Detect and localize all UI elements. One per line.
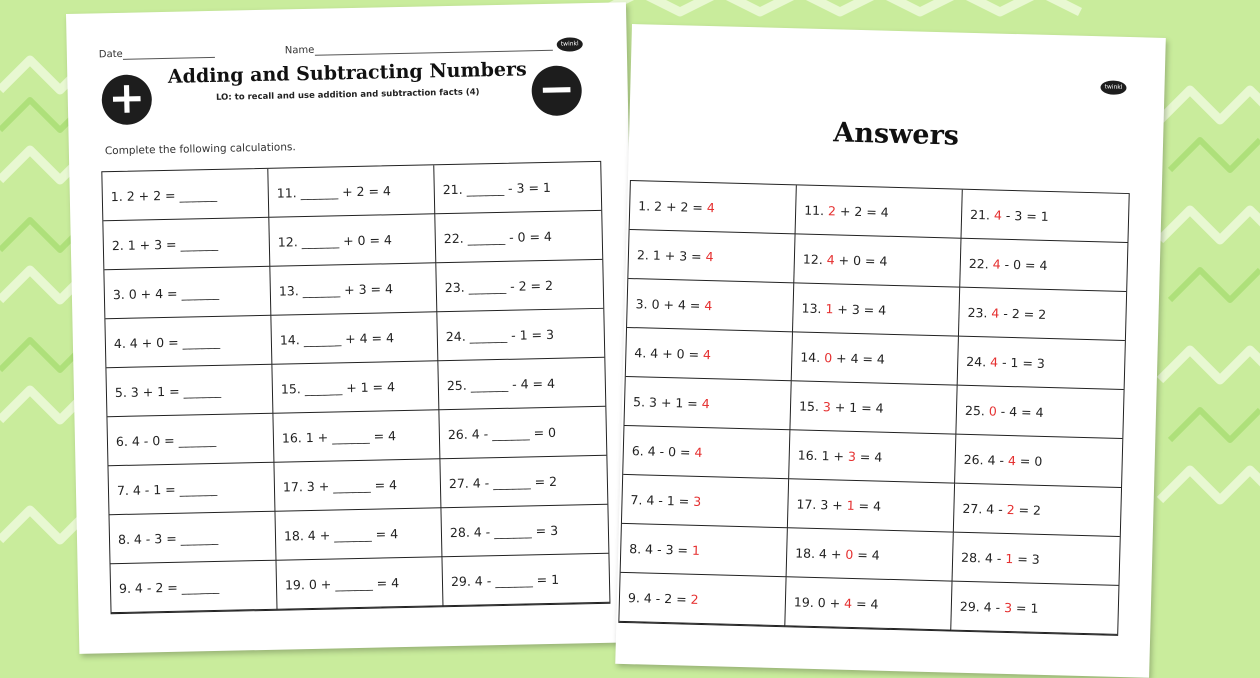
question-text: 9. 4 - 2 = [118,579,182,596]
question-text: 11. [276,184,301,201]
question-text: 7. 4 - 1 = [116,481,180,498]
answer-blank[interactable]: ______ [181,284,220,301]
answer-equation-text: 26. 4 - [963,451,1009,468]
answer-cell [796,185,963,238]
answer-blank[interactable]: ______ [300,183,339,200]
answer-value: 4 [991,305,1000,321]
question-cell [437,309,604,361]
answer-value: 4 [704,297,713,313]
answer-cell [790,381,957,434]
question-text: = 4 [372,574,400,591]
question-text: 2. 1 + 3 = [111,236,181,253]
question-text: + 4 = 4 [341,329,395,346]
question-cell [275,508,442,560]
answer-cell [793,283,960,336]
answer-blank[interactable]: ______ [303,330,342,347]
answer-value: 4 [843,595,853,611]
question-cell [111,561,278,613]
answer-blank[interactable]: ______ [491,424,530,441]
answer-value: 4 [694,444,703,460]
answer-equation-text: + 1 = 4 [830,398,884,416]
twinkl-logo: twinkl [557,37,583,52]
answer-cell [785,577,952,630]
answer-value: 4 [993,207,1003,223]
twinkl-logo: twinkl [1100,80,1126,95]
question-cell [103,218,270,270]
answer-blank[interactable]: ______ [304,379,343,396]
answer-equation-text: 28. 4 - [960,549,1006,566]
answer-equation-text: 21. [969,206,995,223]
answer-cell [954,484,1121,537]
question-text: - 3 = 1 [503,179,552,196]
question-cell [102,169,269,221]
answer-value: 1 [846,497,855,513]
question-text: + 0 = 4 [339,231,393,248]
answer-value: 0 [988,402,998,419]
answer-equation-text: + 3 = 4 [833,300,887,318]
answer-blank[interactable]: ______ [495,571,533,588]
answer-cell [623,426,790,479]
question-text: 19. 0 + [284,575,336,593]
question-cell [276,557,443,609]
answers-title: Answers [832,117,960,152]
answer-equation-text: = 2 [1014,501,1042,518]
answer-equation-text: - 0 = 4 [1000,256,1048,273]
question-text: 1. 2 + 2 = [110,187,180,204]
answer-value: 4 [702,346,712,362]
question-cell [273,410,440,462]
question-text: 3. 0 + 4 = [112,285,182,302]
question-text: = 2 [530,473,558,489]
question-cell [441,505,608,557]
answer-grid [618,180,1129,636]
name-label: Name [284,44,315,57]
answer-value: 2 [1006,501,1015,517]
answer-cell [626,328,793,381]
question-text: - 0 = 4 [504,228,553,245]
question-text: 5. 3 + 1 = [114,383,184,400]
answer-blank[interactable]: ______ [180,235,219,252]
answer-equation-text: 7. 4 - 1 = [630,491,694,509]
question-text: 28. 4 - [449,523,495,540]
answer-blank[interactable]: ______ [335,575,373,591]
answer-blank[interactable]: ______ [468,278,507,295]
question-grid [101,161,610,614]
answer-cell [621,524,788,577]
answer-cell [955,435,1122,488]
answer-equation-text: 16. 1 + [797,446,849,464]
answer-equation-text: = 4 [851,595,879,612]
answer-blank[interactable]: ______ [179,480,218,497]
answer-blank[interactable]: ______ [181,578,220,595]
answer-cell [960,239,1127,292]
name-line [314,40,552,56]
date-line [123,47,215,60]
question-text: = 4 [370,476,398,493]
answer-equation-text: 15. [798,398,824,414]
answer-cell [789,430,956,483]
answer-blank[interactable]: ______ [182,333,221,350]
answer-equation-text: - 1 = 3 [997,354,1046,371]
question-cell [270,263,437,315]
minus-icon: − [531,65,582,116]
answer-blank[interactable]: ______ [301,232,340,249]
question-cell [268,165,435,217]
question-text: - 2 = 2 [505,277,554,294]
answer-equation-text: + 0 = 4 [834,251,888,269]
answer-equation-text: + 4 = 4 [831,349,886,367]
question-cell [104,267,271,319]
question-cell [106,365,273,417]
answer-value: 0 [845,546,854,562]
answer-value: 3 [693,493,702,509]
answer-cell [630,181,797,234]
answer-equation-text: 8. 4 - 3 = [629,540,693,558]
answer-value: 4 [706,199,716,215]
question-text: 26. 4 - [447,425,493,442]
question-text: = 1 [532,571,560,587]
question-text: + 3 = 4 [340,280,394,297]
answer-blank[interactable]: ______ [180,529,219,546]
question-cell [107,414,274,466]
answer-equation-text: 5. 3 + 1 = [632,393,702,411]
answer-blank[interactable]: ______ [494,522,532,539]
answer-cell [628,230,795,283]
question-cell [440,456,607,508]
question-text: 24. [445,328,470,344]
answer-page [615,24,1166,678]
answer-cell [959,288,1126,341]
question-text: - 1 = 3 [507,326,555,343]
question-text: 22. [443,230,468,246]
answer-equation-text: 19. 0 + [793,593,845,611]
date-label: Date [98,48,123,61]
question-cell [435,211,602,263]
answer-equation-text: 1. 2 + 2 = [638,197,708,215]
question-cell [439,407,606,459]
question-text: - 4 = 4 [508,375,556,392]
answer-blank[interactable]: ______ [493,473,531,490]
question-text: 17. 3 + [282,478,334,495]
answer-blank[interactable]: ______ [466,180,505,197]
answer-equation-text: = 0 [1015,452,1043,469]
answer-blank[interactable]: ______ [179,186,218,203]
answer-equation-text: 2. 1 + 3 = [636,246,706,264]
question-text: 12. [277,233,302,250]
question-text: 21. [442,181,467,197]
answer-cell [956,386,1123,439]
answer-cell [953,533,1120,586]
answer-equation-text: 18. 4 + [795,544,846,562]
instructions: Complete the following calculations. [104,141,296,158]
answer-equation-text: 3. 0 + 4 = [635,295,705,313]
question-text: 14. [279,331,304,348]
question-cell [436,260,603,312]
question-cell [271,312,438,364]
answer-equation-text: 6. 4 - 0 = [631,442,695,460]
question-cell [272,361,439,413]
answer-value: 2 [827,202,837,218]
answer-equation-text: = 4 [855,448,883,465]
answer-equation-text: = 4 [853,546,880,563]
question-text: 15. [280,380,305,397]
question-cell [442,554,609,606]
answer-equation-text: = 4 [854,497,882,514]
question-text: = 0 [529,424,557,440]
answer-equation-text: 17. 3 + [796,495,847,513]
question-cell [274,459,441,511]
answer-equation-text: 22. [968,255,993,272]
answer-equation-text: 4. 4 + 0 = [634,344,704,362]
question-cell [269,214,436,266]
question-text: + 1 = 4 [342,378,396,395]
answer-cell [951,582,1118,635]
answer-blank[interactable]: ______ [470,376,509,393]
answer-value: 1 [1005,550,1014,566]
answer-equation-text: 11. [804,202,829,218]
answer-value: 4 [992,256,1001,272]
question-text: 16. 1 + [281,429,333,446]
answer-value: 4 [705,248,714,264]
plus-icon: + [101,74,152,125]
answer-cell [794,234,961,287]
answer-equation-text: 27. 4 - [962,500,1007,517]
answer-blank[interactable]: ______ [469,327,508,344]
question-text: = 4 [371,525,399,542]
question-text: = 3 [531,522,559,538]
answer-equation-text: 29. 4 - [959,598,1005,615]
question-text: 25. [446,377,471,393]
answer-cell [792,332,959,385]
answer-value: 4 [826,251,835,267]
answer-equation-text: 24. [966,353,991,369]
answer-blank[interactable]: ______ [183,382,222,399]
answer-equation-text: - 3 = 1 [1001,207,1049,224]
answer-equation-text: = 1 [1011,599,1039,616]
answer-equation-text: - 4 = 4 [996,403,1044,420]
answer-cell [958,337,1125,390]
question-text: 23. [444,279,469,295]
answer-value: 4 [989,353,999,370]
worksheet-subtitle: LO: to recall and use addition and subtraction facts (4) [215,87,480,103]
answer-value: 1 [825,300,834,316]
answer-equation-text: = 3 [1013,550,1040,567]
answer-equation-text: 14. [800,349,825,365]
question-cell [434,162,601,214]
worksheet-title: Adding and Subtracting Numbers [167,58,527,88]
question-cell [105,316,272,368]
answer-equation-text: 9. 4 - 2 = [627,589,691,607]
question-cell [108,463,275,515]
answer-equation-text: - 2 = 2 [999,305,1047,322]
question-text: 4. 4 + 0 = [113,334,183,351]
answer-blank[interactable]: ______ [302,281,341,298]
answer-equation-text: 13. [801,300,826,316]
answer-cell [961,190,1128,243]
answer-blank[interactable]: ______ [334,526,372,542]
answer-value: 3 [1003,599,1013,615]
question-text: 8. 4 - 3 = [117,530,181,547]
question-cell [438,358,605,410]
answer-cell [622,475,789,528]
answer-equation-text: 23. [967,304,992,321]
worksheet-page [66,2,639,654]
answer-value: 3 [847,448,857,464]
answer-cell [788,479,955,532]
question-text: 27. 4 - [448,474,494,491]
question-text: 29. 4 - [450,572,496,589]
answer-cell [787,528,954,581]
name-field [285,40,553,57]
answer-cell [619,573,786,626]
question-text: 13. [278,282,303,299]
answer-value: 4 [701,395,710,411]
answer-equation-text: + 2 = 4 [835,202,889,220]
answer-cell [624,377,791,430]
answer-blank[interactable]: ______ [178,431,217,448]
answer-value: 1 [691,542,701,558]
question-cell [110,512,277,564]
answer-value: 0 [824,349,833,365]
answer-value: 2 [690,591,699,607]
question-text: + 2 = 4 [337,182,392,199]
answer-blank[interactable]: ______ [467,229,506,246]
answer-blank[interactable]: ______ [333,477,371,494]
date-field [99,47,215,60]
answer-blank[interactable]: ______ [331,428,370,445]
question-text: 6. 4 - 0 = [115,432,179,449]
answer-equation-text: 25. [964,402,990,418]
question-text: = 4 [369,427,397,444]
question-text: 18. 4 + [283,526,335,544]
answer-cell [627,279,794,332]
answer-value: 3 [822,398,832,414]
answer-equation-text: 12. [802,251,827,267]
answer-value: 4 [1007,452,1017,468]
